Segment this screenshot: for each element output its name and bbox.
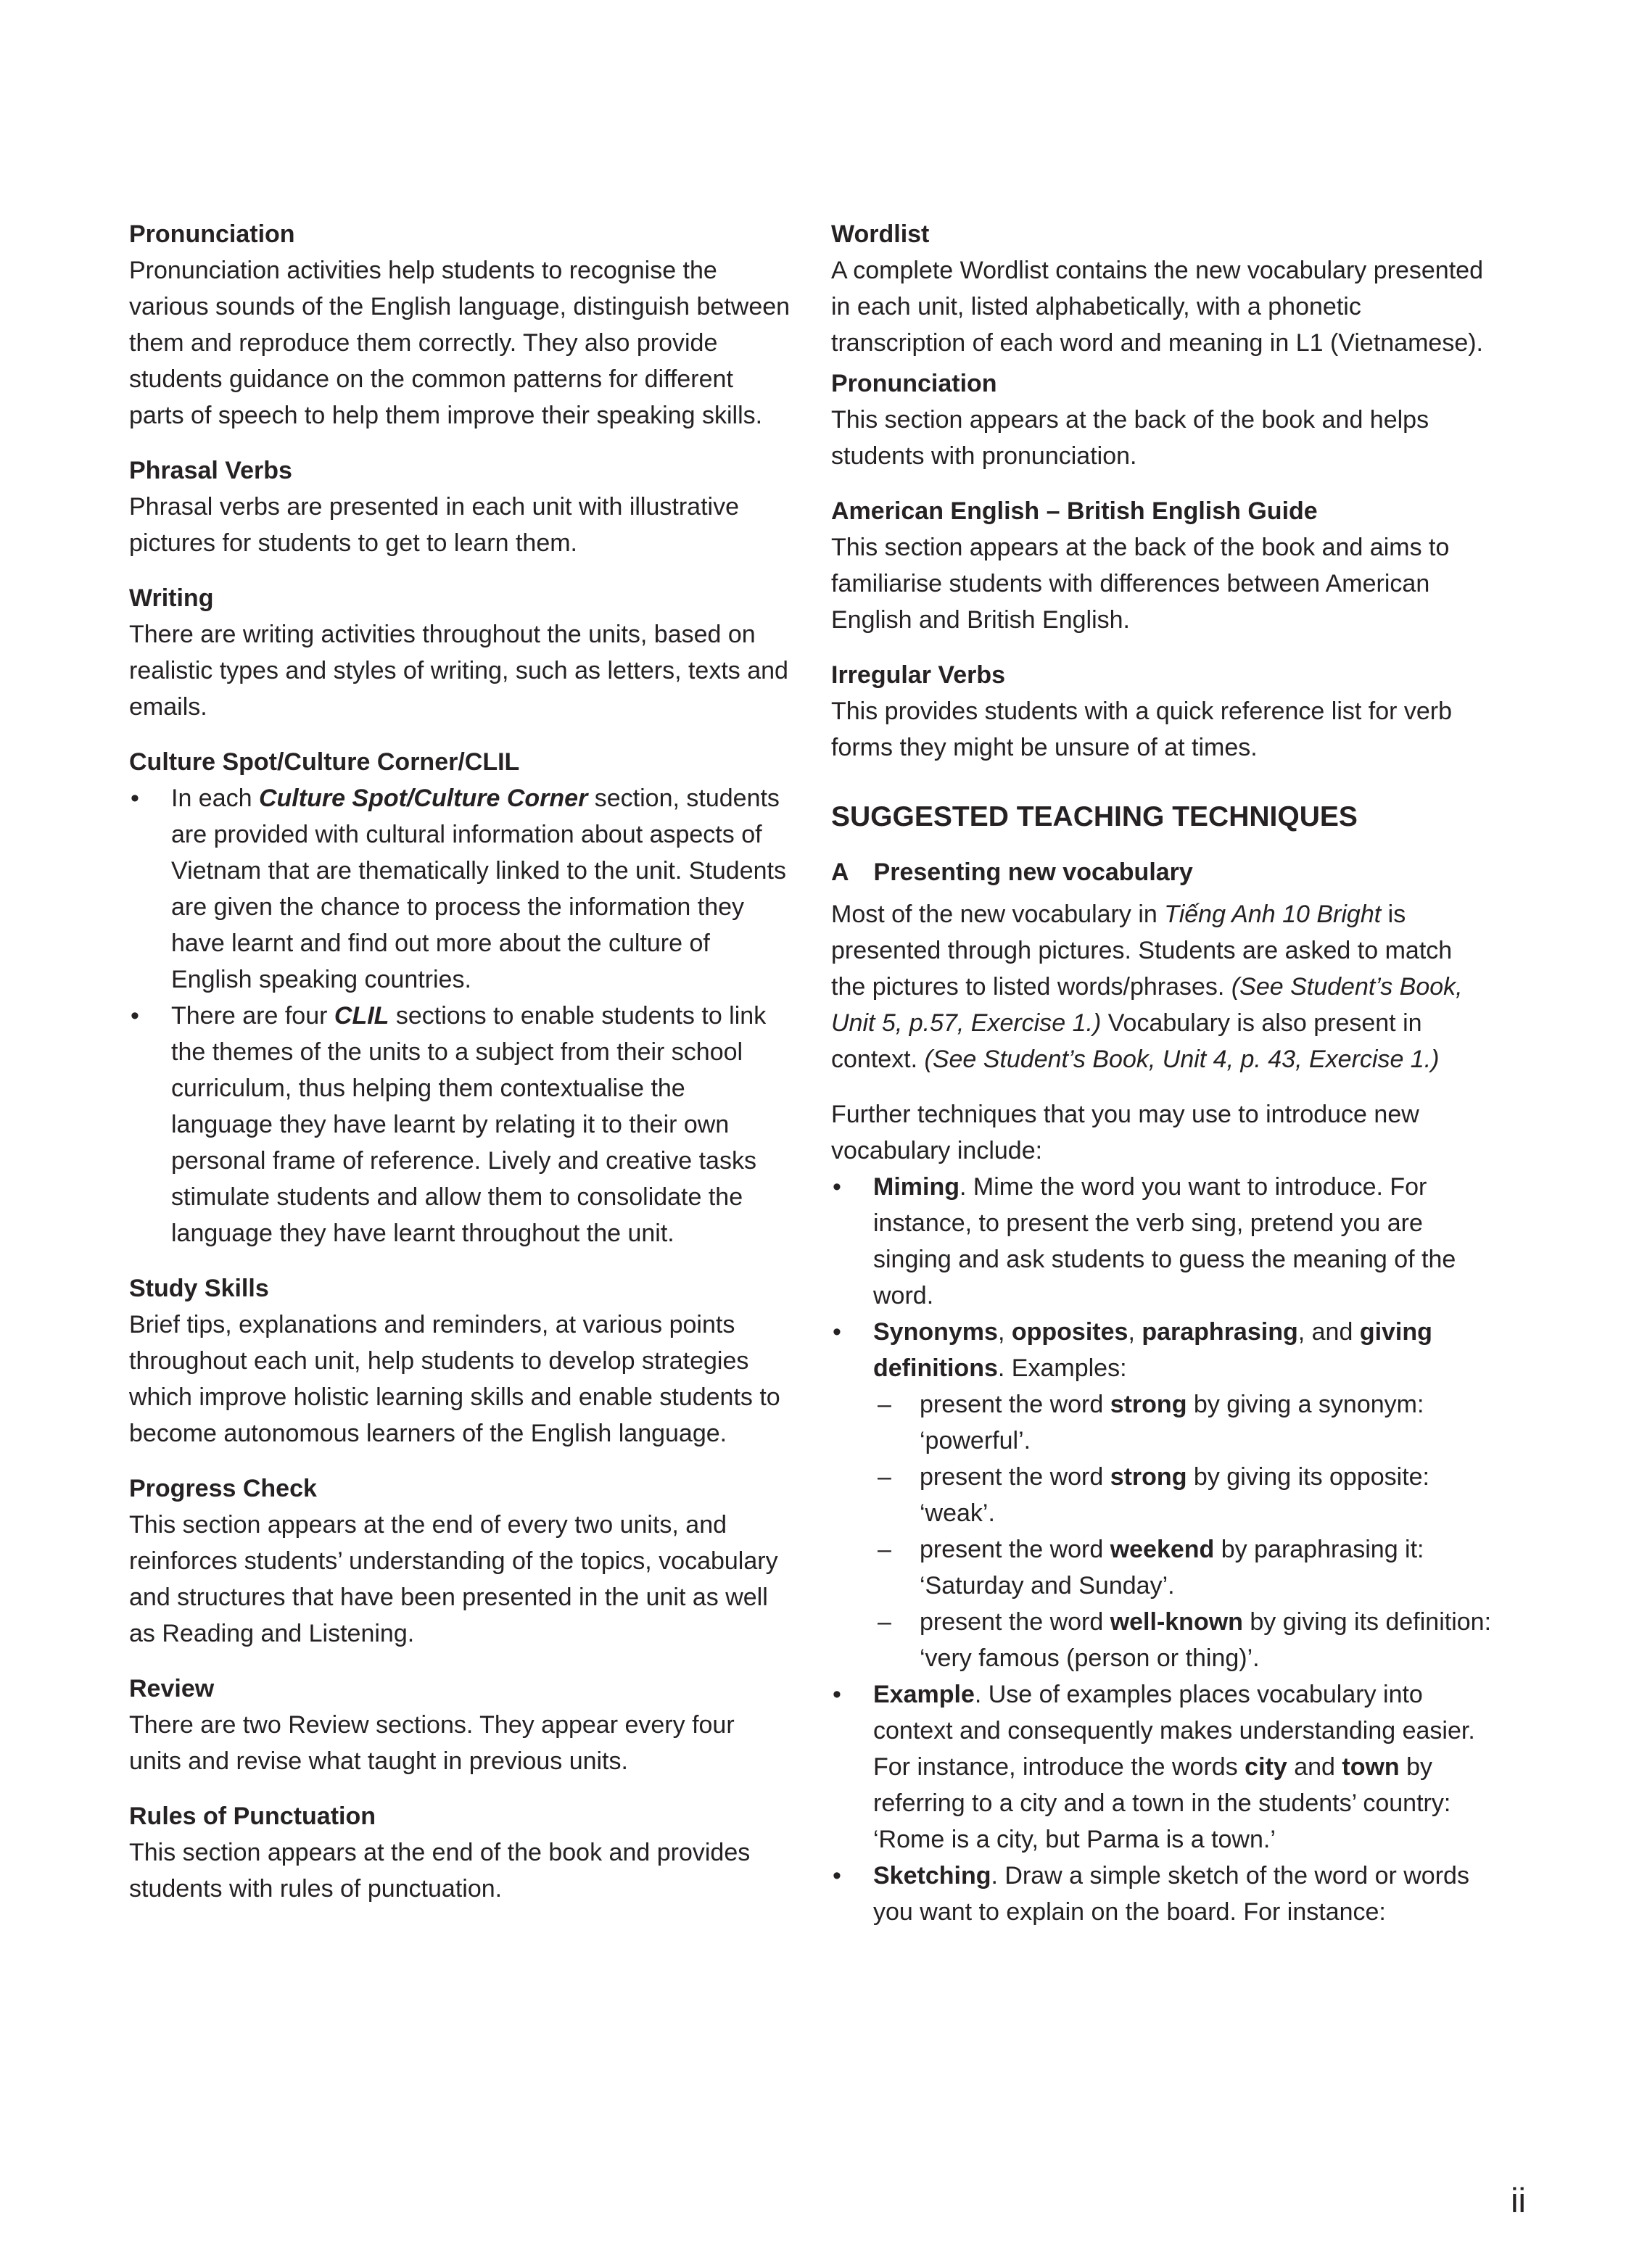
bullet-item	[831, 1314, 1493, 1676]
dash-item	[873, 1459, 1493, 1531]
text-run: Phrasal verbs are presented in each unit with illustrative pictures for students to get to learn them.	[129, 493, 739, 557]
list-marker: –	[878, 1608, 891, 1636]
text-run: This provides students with a quick reference list for verb forms they might be unsure of at times.	[831, 698, 1453, 761]
text-run: by giving its opposite: ‘weak’.	[920, 1463, 1430, 1527]
paragraph	[129, 1834, 791, 1907]
paragraph	[831, 693, 1493, 766]
text-run: Vocabulary is also present in context.	[831, 1009, 1422, 1073]
dash-list	[873, 1386, 1493, 1676]
text-run: section, students are provided with cultural information about aspects of Vietnam that are thematically linked to the unit. Students are given the chance to process the information they have learnt and find out more about the culture of English speaking countries.	[171, 785, 786, 993]
text-run: present the word	[920, 1391, 1110, 1418]
list-marker: –	[878, 1536, 891, 1563]
paragraph	[129, 489, 791, 561]
text-run: Sketching	[873, 1862, 991, 1890]
section-heading	[831, 365, 1493, 402]
text-run: Tiếng Anh 10 Bright	[1164, 901, 1382, 928]
text-run: present the word	[920, 1608, 1110, 1636]
text-run: present the word	[920, 1463, 1110, 1491]
text-run: and	[1287, 1753, 1342, 1781]
text-run: by giving its definition: ‘very famous (person or thing)’.	[920, 1608, 1492, 1672]
text-run: A complete Wordlist contains the new vocabulary presented in each unit, listed alphabetically, with a phonetic transcription of each word and meaning in L1 (Vietnamese).	[831, 257, 1483, 357]
text-run: paraphrasing	[1142, 1318, 1298, 1346]
text-run: by paraphrasing it: ‘Saturday and Sunday’.	[920, 1536, 1424, 1599]
list-marker: –	[878, 1463, 891, 1491]
text-run: by referring to a city and a town in the students’ country: ‘Rome is a city, but Parma is a town.’	[873, 1753, 1451, 1853]
list-marker: –	[878, 1391, 891, 1418]
section-heading	[831, 216, 1493, 252]
text-run: This section appears at the end of the book and provides students with rules of punctuation.	[129, 1839, 751, 1903]
sub-heading	[831, 854, 1493, 890]
paragraph	[831, 1096, 1493, 1169]
text-run: Wordlist	[831, 220, 930, 248]
text-run: sections to enable students to link the themes of the units to a subject from their school curriculum, thus helping them contextualise the language they have learnt by relating it to their own personal frame of reference. Lively and creative tasks stimulate students and allow them to consolidate the language they have learnt throughout the unit.	[171, 1002, 767, 1247]
text-run: Review	[129, 1675, 215, 1702]
text-run: In each	[171, 785, 259, 812]
bullet-item	[831, 1169, 1493, 1314]
section-heading	[831, 493, 1493, 529]
page-number: ii	[1511, 2181, 1526, 2219]
text-run: Culture Spot/Culture Corner	[258, 785, 588, 812]
list-marker: •	[131, 785, 139, 812]
text-run: Irregular Verbs	[831, 661, 1006, 689]
text-run: Miming	[873, 1173, 959, 1201]
text-run: Pronunciation activities help students to recognise the various sounds of the English language, distinguish between them and reproduce them correctly. They also provide students guidance on the common patterns for different parts of speech to help them improve their speaking skills.	[129, 257, 791, 429]
paragraph	[831, 252, 1493, 361]
text-run: strong	[1110, 1391, 1187, 1418]
text-run: Rules of Punctuation	[129, 1803, 376, 1830]
section-heading	[129, 1270, 791, 1307]
section-heading	[831, 657, 1493, 693]
text-run: (See Student’s Book, Unit 5, p.57, Exercise 1.)	[831, 973, 1463, 1037]
text-run: Progress Check	[129, 1475, 317, 1502]
bullet-item	[129, 998, 791, 1251]
column-right	[831, 216, 1493, 1930]
paragraph	[831, 896, 1493, 1077]
section-heading	[129, 744, 791, 780]
text-run: Synonyms	[873, 1318, 998, 1346]
section-heading	[129, 1798, 791, 1834]
text-run: present the word	[920, 1536, 1110, 1563]
paragraph	[129, 1707, 791, 1779]
text-run: Most of the new vocabulary in	[831, 901, 1165, 928]
text-run: Writing	[129, 584, 214, 612]
paragraph	[129, 252, 791, 434]
dash-item	[873, 1386, 1493, 1459]
text-run: There are writing activities throughout the units, based on realistic types and styles of writing, such as letters, texts and emails.	[129, 621, 788, 721]
paragraph	[129, 1307, 791, 1452]
text-run: Culture Spot/Culture Corner/CLIL	[129, 748, 520, 776]
list-marker: •	[833, 1173, 841, 1201]
bullet-item	[831, 1858, 1493, 1930]
text-run: city	[1245, 1753, 1287, 1781]
text-run: This section appears at the back of the book and aims to familiarise students with differences between American English and British English.	[831, 534, 1450, 634]
text-run: . Draw a simple sketch of the word or words you want to explain on the board. For instance:	[873, 1862, 1469, 1926]
bullet-item	[831, 1676, 1493, 1858]
text-run: well-known	[1110, 1608, 1243, 1636]
section-heading	[129, 216, 791, 252]
text-run: A Presenting new vocabulary	[831, 858, 1193, 886]
paragraph	[831, 402, 1493, 474]
text-run: ,	[997, 1318, 1012, 1346]
section-heading	[129, 452, 791, 489]
list-marker: •	[833, 1318, 841, 1346]
bullet-list	[129, 780, 791, 1251]
section-heading	[129, 580, 791, 616]
text-run: Brief tips, explanations and reminders, at various points throughout each unit, help students to develop strategies which improve holistic learning skills and enable students to become autonomous learners of the English language.	[129, 1311, 780, 1447]
text-run: , and	[1297, 1318, 1360, 1346]
text-run: Study Skills	[129, 1275, 269, 1302]
text-run: (See Student’s Book, Unit 4, p. 43, Exercise 1.)	[924, 1046, 1440, 1073]
list-marker: •	[833, 1681, 841, 1708]
text-run: by giving a synonym: ‘powerful’.	[920, 1391, 1424, 1454]
text-run: Further techniques that you may use to introduce new vocabulary include:	[831, 1101, 1419, 1164]
text-run: . Use of examples places vocabulary into context and consequently makes understanding easier. For instance, introduce the words	[873, 1681, 1475, 1781]
text-run: American English – British English Guide	[831, 497, 1318, 525]
list-marker: •	[833, 1862, 841, 1890]
text-run: is presented through pictures. Students are asked to match the pictures to listed words/phrases.	[831, 901, 1453, 1001]
text-run: . Mime the word you want to introduce. For instance, to present the verb sing, pretend you are singing and ask students to guess the meaning of the word.	[873, 1173, 1456, 1309]
text-run: CLIL	[334, 1002, 389, 1030]
text-run: This section appears at the end of every two units, and reinforces students’ understanding of the topics, vocabulary and structures that have been presented in the unit as well as Reading and Listening.	[129, 1511, 778, 1647]
text-run: weekend	[1110, 1536, 1215, 1563]
text-run: Pronunciation	[129, 220, 295, 248]
text-run: giving definitions	[873, 1318, 1432, 1382]
major-heading	[831, 799, 1493, 835]
section-heading	[129, 1470, 791, 1507]
paragraph	[129, 1507, 791, 1652]
section-heading	[129, 1671, 791, 1707]
text-run: strong	[1110, 1463, 1187, 1491]
text-run: . Examples:	[997, 1354, 1127, 1382]
text-run: Example	[873, 1681, 975, 1708]
list-marker: •	[131, 1002, 139, 1030]
text-run: ,	[1128, 1318, 1142, 1346]
paragraph	[129, 616, 791, 725]
paragraph	[831, 529, 1493, 638]
text-run: Pronunciation	[831, 370, 997, 397]
text-run: There are four	[171, 1002, 334, 1030]
dash-item	[873, 1604, 1493, 1676]
text-run: There are two Review sections. They appear every four units and revise what taught in previous units.	[129, 1711, 735, 1775]
text-run: opposites	[1011, 1318, 1128, 1346]
text-run: Phrasal Verbs	[129, 457, 292, 484]
bullet-list	[831, 1169, 1493, 1930]
column-left	[129, 216, 791, 1907]
text-run: This section appears at the back of the book and helps students with pronunciation.	[831, 406, 1429, 470]
text-run: SUGGESTED TEACHING TECHNIQUES	[831, 801, 1358, 832]
dash-item	[873, 1531, 1493, 1604]
bullet-item	[129, 780, 791, 998]
text-run: town	[1342, 1753, 1400, 1781]
